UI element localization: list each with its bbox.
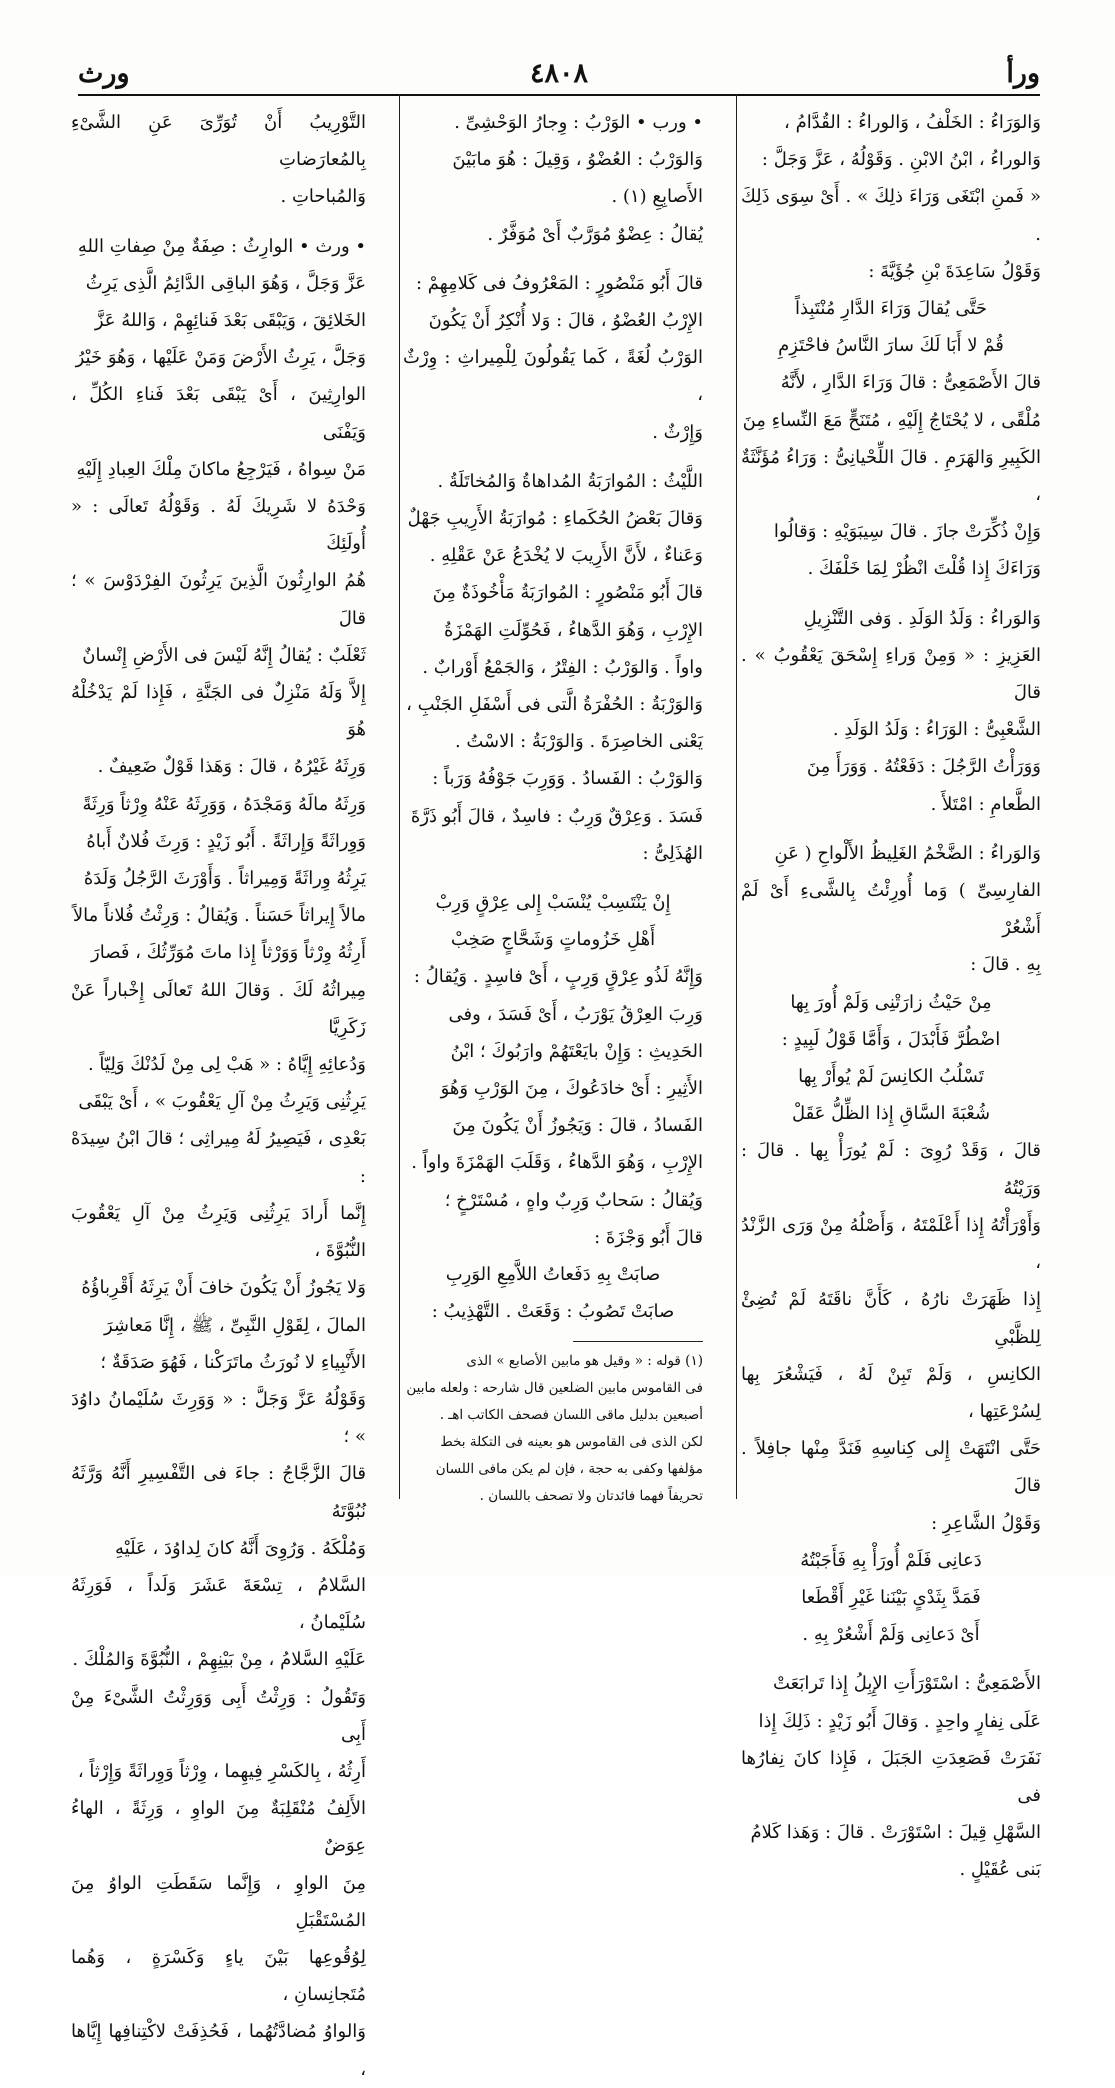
column-left bbox=[71, 104, 366, 2080]
page-header bbox=[78, 58, 1040, 94]
paragraph: اللَّيْثُ : المُوارَبَةُ المُداهاةُ وَالمُخاتَلَةُ . وَقالَ بَعْضُ الحُكَماءِ : مُوارَبَةُ الأَرِيبِ جَهْلٌ وَعَناءٌ ، لأَنَّ الأَرِيبَ لا يُخْدَعُ عَنْ عَقْلِهِ . قالَ أَبُو مَنْصُورٍ : المُوارَبَةُ مَأْخُوذَةٌ مِنَ الإِرْبِ ، وَهُوَ الدَّهاءُ ، فَحُوِّلَتِ الهَمْزَةُ واواً . وَالوَرْبُ : الفِتْرُ ، وَالجَمْعُ أَوْرابٌ . وَالوَرْبَةُ : الحُفْرَةُ الَّتى فى أَسْفَلِ الجَنْبِ ، يَعْنى الخاصِرَةَ . وَالوَرْبَةُ : الاسْتُ . وَالوَرْبُ : الفَسادُ . وَوَرِبَ جَوْفُهُ وَرَباً : فَسَدَ . وَعِرْقٌ وَرِبٌ : فاسِدٌ ، قالَ أَبُو ذَرَّةَ الهُذَلِىُّ : bbox=[406, 470, 703, 864]
footnote: (١) قوله : « وقيل هو مابين الأصابع » الذى فى القاموس مابين الضلعين قال شارحه : ولعله مابين أصبعين بدليل ماقى اللسان فصحف الكاتب اهـ . لكن الذى فى القاموس هو بعينه فى التكلة بخط مؤلفها وكفى به حجة ، فإن لم يكن مافى اللسان تحريفاً فهما فائدتان ولا تصحف باللسان . bbox=[406, 1352, 703, 1504]
paragraph: الأَصْمَعِىُّ : اسْتَوْرَأَتِ الإِبِلُ إِذا تَرابَعَتْ عَلَى نِفارٍ واحِدٍ . وَقالَ أَبُو زَيْدٍ : ذَلِكَ إِذا نَفَرَتْ فَصَعِدَتِ الجَبَلَ ، فَإِذا كانَ نِفارُها فى السَّهْلِ قِيلَ : اسْتَوْرَتْ . قالَ : وَهَذا كَلامُ بَنى عُقَيْلٍ . bbox=[741, 1673, 1041, 1881]
verse: دَعانِى فَلَمْ أُورَأْ بِهِ فَأَجَبْتُهُ فَمَدَّ بِثَدْىٍ بَيْنَنا غَيْرِ أَقْطَعا أَىْ دَعانِى وَلَمْ أَشْعُرْ بِهِ . bbox=[800, 1549, 982, 1646]
entry-warb: • ورب • الوَرْبُ : وِجارُ الوَحْشِىِّ . وَالوَرْبُ : العُضْوُ ، وَقِيلَ : هُوَ مابَيْنَ الأَصابِعِ (١) . يُقالُ : عِضْوٌ مُوَرَّبٌ أَىْ مُوَفَّرٌ . bbox=[452, 112, 703, 245]
footnote-rule bbox=[573, 1341, 703, 1342]
header-root-left: ورث bbox=[78, 58, 130, 89]
column-divider bbox=[399, 94, 400, 1499]
paragraph: وَإِنَّهُ لَذُو عِرْقٍ وَرِبٍ ، أَىْ فاسِدٍ . وَيُقالُ : وَرِبَ العِرْقُ يَوْرَبُ ، أَىْ فَسَدَ ، وفى الحَدِيثِ : وَإِنْ بايَعْتَهُمْ وارَبُوكَ ؛ ابْنُ الأَثِيرِ : أَىْ خادَعُوكَ ، مِنَ الوَرْبِ وَهُوَ الفَسادُ ، قالَ : وَيَجُوزُ أَنْ يَكُونَ مِنَ الإِرْبِ ، وَهُوَ الدَّهاءُ ، وَقَلَبَ الهَمْزَةَ واواً . وَيُقالُ : سَحابٌ وَرِبٌ واهٍ ، مُسْتَرْخٍ ؛ قالَ أَبُو وَجْزَةَ : bbox=[411, 966, 703, 1248]
paragraph: وَرِثَهُ مالَهُ وَمَجْدَهُ ، وَوَرِثَهُ عَنْهُ وِرْثاً وَرِثَةً وَوِراثَةً وَإِراثَةً . أَبُو زَيْدٍ : وَرِثَ فُلانٌ أَباهُ يَرِثُهُ وِراثَةً وَمِيراثاً . وَأَوْرَثَ الرَّجُلُ وَلَدَهُ مالاً إِيراثاً حَسَناً . وَيُقالُ : وَرِثْتُ فُلاناً مالاً أَرِثُهُ وِرْثاً وَوَرْثاً إِذا ماتَ مُوَرِّثُكَ ، فَصارَ مِيراثُهُ لَكَ . وَقالَ اللهُ تَعالَى إِخْباراً عَنْ زَكَرِيَّا وَدُعائِهِ إِيَّاهُ : « هَبْ لِى مِنْ لَدُنْكَ وَلِيّاً . يَرِثُنِى وَيَرِثُ مِنْ آلِ يَعْقُوبَ » ، أَىْ يَبْقَى بَعْدِى ، فَيَصِيرُ لَهُ مِيراثِى ؛ قالَ ابْنُ سِيدَهْ : إِنَّما أَرادَ يَرِثُنِى وَيَرِثُ مِنْ آلِ يَعْقُوبَ النُّبُوَّةَ ، وَلا يَجُوزُ أَنْ يَكُونَ خافَ أَنْ يَرِثَهُ أَقْرِباؤُهُ المالَ ، لِقَوْلِ النَّبِىِّ ، ﷺ ، إِنَّا مَعاشِرَ الأَنْبِياءِ لا نُورَثُ ماتَرَكْنا ، فَهُوَ صَدَقَةٌ ؛ وَقَوْلُهُ عَزَّ وَجَلَّ : « وَوَرِثَ سُلَيْمانُ داوُدَ » ؛ قالَ الزَّجَّاجُ : جاءَ فى التَّفْسِيرِ أَنَّهُ وَرَّثَهُ نُبُوَّتَهُ وَمُلْكَهُ . وَرُوِىَ أَنَّهُ كانَ لِداوُدَ ، عَلَيْهِ السَّلامُ ، تِسْعَةَ عَشَرَ وَلَداً ، فَوَرِثَهُ سُلَيْمانُ ، عَلَيْهِ السَّلامُ ، مِنْ بَيْنِهِمْ ، النُّبُوَّةَ وَالمُلْكَ . وَتَقُولُ : وَرِثْتُ أَبِى وَوَرِثْتُ الشَّىْءَ مِنْ أَبِى أَرِثُهُ ، بِالكَسْرِ فِيهِما ، وِرْثاً وَوِراثَةً وَإِرْثاً ، الأَلِفُ مُنْقَلِبَةٌ مِنَ الواوِ ، وَرِثَةً ، الهاءُ عِوَضٌ مِنَ الواوِ ، وَإِنَّما سَقَطَتِ الواوُ مِنَ المُسْتَقْبَلِ لِوُقُوعِها بَيْنَ ياءٍ وَكَسْرَةٍ ، وَهُما مُتَجانِسانِ ، وَالواوُ مُضادَّتُهُما ، فَحُذِفَتْ لاكْتِنافِها إِيَّاها ، bbox=[71, 793, 366, 2080]
verse: إِنْ يَنْتَسِبْ يُنْسَبْ إِلى عِرْقٍ وَرِبْ أَهْلِ خَزُوماتٍ وَشَحَّاجٍ صَخِبْ bbox=[435, 892, 671, 951]
paragraph: قالَ الأَصْمَعِىُّ : قالَ وَرَاءَ الدَّارِ ، لأَنَّهُ مُلْقًى ، لا يُحْتَاجُ إِلَيْهِ ، مُتَنَحٍّ مَعَ النِّساءِ مِنَ الكَبِيرِ وَالهَرَمِ . قالَ اللِّحْيانِىُّ : وَرَاءُ مُؤَنَّثَةٌ ، وَإِنْ ذُكِّرَتْ جازَ . قالَ سِيبَوَيْهِ : وَقالُوا وَرَاءَكَ إِذا قُلْتَ انْظُرْ لِمَا خَلْفَكَ . bbox=[741, 372, 1041, 580]
entry-warith: • ورث • الوارِثُ : صِفَةٌ مِنْ صِفاتِ اللهِ عَزَّ وَجَلَّ ، وَهُوَ الباقِى الدَّائِمُ الَّذِى يَرِثُ الخَلائِقَ ، وَيَبْقَى بَعْدَ فَنائِهِمْ ، وَاللهُ عَزَّ وَجَلَّ ، يَرِثُ الأَرْضَ وَمَنْ عَلَيْها ، وَهُوَ خَيْرُ الوارِثِينَ ، أَىْ يَبْقَى بَعْدَ فَناءِ الكُلِّ ، وَيَفْنَى مَنْ سِواهُ ، فَيَرْجِعُ ماكانَ مِلْكَ العِبادِ إِلَيْهِ وَحْدَهُ لا شَرِيكَ لَهُ . وَقَوْلُهُ تَعالَى : « أُولَئِكَ هُمُ الوارِثُونَ الَّذِينَ يَرِثُونَ الفِرْدَوْسَ » ؛ قالَ ثَعْلَبٌ : يُقالُ إِنَّهُ لَيْسَ فى الأَرْضِ إِنْسانٌ إِلاَّ وَلَهُ مَنْزِلٌ فى الجَنَّةِ ، فَإِذا لَمْ يَدْخُلْهُ هُوَ وَرِثَهُ غَيْرُهُ ، قالَ : وَهَذا قَوْلٌ ضَعِيفٌ . bbox=[71, 235, 366, 778]
paragraph: قالَ أَبُو مَنْصُورٍ : المَعْرُوفُ فى كَلامِهِمْ : الإِرْبُ العُضْوُ ، قالَ : وَلا أُنْكِرُ أَنْ يَكُونَ الوَرْبُ لُغَةً ، كَما يَقُولُونَ لِلْمِيراثِ : وِرْثٌ ، وَإِرْثٌ . bbox=[403, 272, 703, 443]
verse: صابَتْ بِهِ دَفَعاتُ اللاَّمِعِ الوَرِبِ صابَتْ تَصُوبُ : وَقَعَتْ . التَّهْذِيبُ : bbox=[431, 1264, 675, 1323]
verse: حَتَّى يُقالَ وَرَاءَ الدَّارِ مُنْتَبِذاً قُمْ لا أَبَا لَكَ سارَ النَّاسُ فاحْتَزِمِ bbox=[778, 298, 1004, 357]
paragraph: وَالوَراءُ : الضَّخْمُ الغَلِيظُ الأَلْواحِ ( عَنِ الفارِسِىِّ ) وَما أُورِئْتُ بِالشَّىءِ أَىْ لَمْ أَشْعُرْ بِهِ . قالَ : bbox=[741, 842, 1041, 976]
verse: تَسْلُبُ الكانِسَ لَمْ يُوأَرْ بِها شُعْبَةَ السَّاقِ إِذا الظِّلُّ عَقَلْ bbox=[791, 1066, 991, 1125]
column-divider bbox=[736, 94, 737, 1499]
header-rule bbox=[78, 94, 1040, 96]
paragraph: التَّوْرِيبُ أَنْ تُوَرِّىَ عَنِ الشَّىْءِ بِالمُعارَضاتِ وَالمُباحاتِ . bbox=[71, 112, 366, 208]
column-right bbox=[741, 104, 1041, 1881]
page-number: ٤٨٠٨ bbox=[529, 58, 589, 89]
header-root-right: ورأ bbox=[1006, 58, 1040, 89]
verse: مِنْ حَيْثُ زارَتْنِى وَلَمْ أُورَ بِها اضْطُرَّ فَأَبْدَلَ ، وَأَمَّا قَوْلُ لَبِيدٍ : bbox=[781, 991, 1001, 1050]
column-middle bbox=[403, 104, 703, 1504]
paragraph: وَالوَرَاءُ : الخَلْفُ ، وَالوراءُ : القُدَّامُ ، وَالوراءُ ، ابْنُ الابْنِ . وَقَوْلُهُ ، عَزَّ وَجَلَّ : « فَمنِ ابْتَغَى وَرَاءَ ذلِكَ » . أَىْ سِوَى ذَلِكَ . وَقَوْلُ سَاعِدَةَ بْنِ جُؤَيَّةَ : bbox=[741, 112, 1041, 282]
paragraph: وَالوَراءُ : وَلَدُ الوَلَدِ . وَفى التَّنْزِيلِ العَزِيزِ : « وَمِنْ وَراءِ إِسْحَقَ يَعْقُوبُ » . قالَ الشَّعْبِىُّ : الوَرَاءُ : وَلَدُ الوَلَدِ . وَوَرَأْتُ الرَّجُلَ : دَفَعْتُهُ . وَوَرَأَ مِنَ الطَّعامِ : امْتَلأَ . bbox=[741, 607, 1041, 815]
paragraph: قالَ ، وَقَدْ رُوِىَ : لَمْ يُورَأْ بِها . قالَ : وَرَيْتُهُ وَأَوْرَأْتُهُ إِذا أَعْلَمْتَهُ ، وَأَصْلُهُ مِنْ وَرَى الزَّنْدُ ، إِذا ظَهَرَتْ نارُهُ ، كَأَنَّ ناقَتَهُ لَمْ تُضِئْ لِلظَّبْىِ الكانِسِ ، وَلَمْ تَبِنْ لَهُ ، فَيَشْعُرَ بِها لِسُرْعَتِها ، حَتَّى انْتَهَتْ إِلى كِناسِهِ فَنَدَّ مِنْها جافِلاً . قالَ وَقَوْلُ الشَّاعِرِ : bbox=[741, 1140, 1041, 1534]
